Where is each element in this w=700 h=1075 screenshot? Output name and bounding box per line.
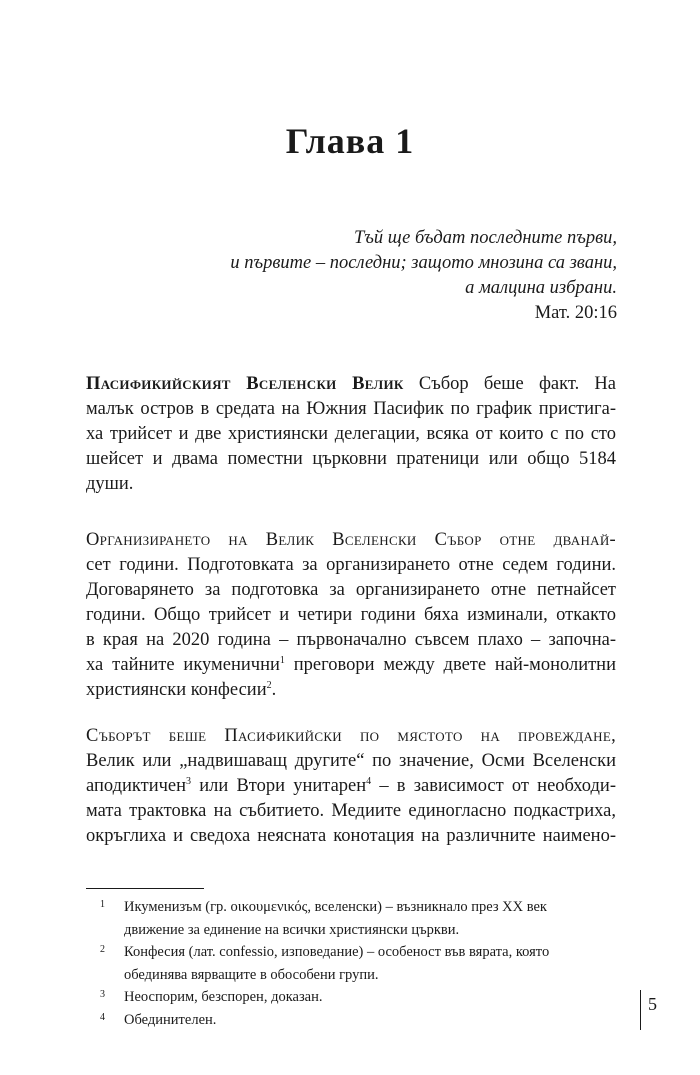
footnote (86, 941, 616, 986)
footnote (86, 1009, 616, 1032)
text-line (86, 678, 616, 703)
lead-in-text: Пасификийският Вселенски Велик (86, 374, 404, 394)
footnote-number: 2 (100, 944, 105, 955)
footnote-ref[interactable]: 1 (279, 654, 285, 666)
text-line: малък остров в средата на Южния Пасифик по график пристига- (86, 399, 616, 419)
small-caps-line: Организирането на Велик Вселенски Събор отне дванай- (86, 530, 616, 550)
text-line: души. (86, 474, 134, 494)
epigraph-line: а малцина избрани. (465, 278, 617, 298)
footnote-line: Икуменизъм (гр. οικουμενικός, вселенски) – възникнало през XX век (124, 899, 547, 915)
page-number-rule (640, 990, 641, 1030)
text-fragment: . (271, 680, 277, 700)
text-fragment: Събор беше факт. На (403, 374, 616, 394)
footnote-number: 3 (100, 989, 105, 1000)
paragraph-2 (86, 528, 616, 703)
footnote-number: 1 (100, 899, 105, 910)
text-line: Договарянето за подготовка за организирането отне петнайсет (86, 580, 616, 600)
text-line (86, 528, 616, 553)
footnote-ref[interactable]: 2 (266, 679, 272, 691)
text-fragment: аподиктичен (86, 776, 187, 796)
epigraph (97, 226, 617, 326)
chapter-title: Глава 1 (285, 121, 415, 161)
text-fragment: християнски конфесии (86, 680, 267, 700)
text-line (86, 653, 616, 678)
text-line: години. Общо трийсет и четири години бяха изминали, откакто (86, 605, 616, 625)
text-fragment: – в зависимост от необходи- (371, 776, 616, 796)
text-line: сет години. Подготовката за организирането отне седем години. (86, 555, 616, 575)
footnote-line: движение за единение на всички християнски църкви. (124, 921, 460, 938)
text-line: в края на 2020 година – първоначално съвсем плахо – започна- (86, 630, 616, 650)
footnote-ref[interactable]: 4 (366, 775, 372, 787)
footnote (86, 896, 616, 941)
text-fragment: ха тайните икуменични (86, 655, 280, 675)
paragraph-1 (86, 372, 616, 497)
footnote-ref[interactable]: 3 (186, 775, 192, 787)
epigraph-line: Тъй ще бъдат последните първи, (353, 228, 617, 248)
text-fragment: или Втори унитарен (191, 776, 367, 796)
small-caps-line: Съборът беше Пасификийски по мястото на провеждане, (86, 726, 616, 746)
text-line: окръглиха и сведоха неясната конотация на различните наимено- (86, 826, 616, 846)
footnote-line: Обединителен. (124, 1011, 217, 1028)
footnote-line: Неоспорим, безспорен, доказан. (124, 989, 323, 1005)
text-line (86, 724, 616, 749)
epigraph-source: Мат. 20:16 (534, 303, 617, 323)
page-number: 5 (648, 994, 657, 1014)
footnote-separator (86, 888, 204, 889)
text-line (86, 372, 616, 397)
text-line: ха трийсет и две християнски делегации, всяка от които с по сто (86, 424, 616, 444)
text-line (86, 774, 616, 799)
text-line: шейсет и двама поместни църковни пратеници или общо 5184 (86, 449, 616, 469)
paragraph-3 (86, 724, 616, 849)
footnote-line: Конфесия (лат. confessio, изповедание) – особеност във вярата, която (124, 944, 550, 960)
text-fragment: преговори между двете най-монолитни (284, 655, 616, 675)
footnotes (86, 896, 616, 1031)
text-line: Велик или „надвишаващ другите“ по значение, Осми Вселенски (86, 751, 616, 771)
epigraph-line: и първите – последни; защото мнозина са звани, (230, 253, 617, 273)
footnote-line: обединява вярващите в обособени групи. (124, 966, 379, 983)
footnote-number: 4 (100, 1011, 105, 1023)
text-line: мата трактовка на събитието. Медиите единогласно подкастриха, (86, 801, 616, 821)
footnote (86, 986, 616, 1009)
